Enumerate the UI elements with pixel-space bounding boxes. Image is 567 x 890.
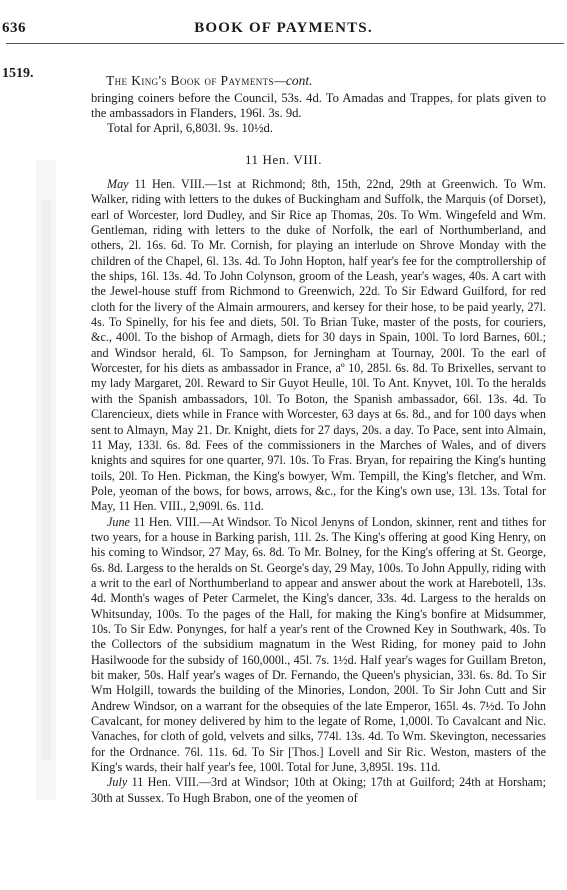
continued-text bbox=[91, 91, 546, 136]
watermark-stamp bbox=[22, 160, 70, 800]
header-rule bbox=[6, 43, 564, 44]
continued-title-suffix: —cont. bbox=[273, 73, 313, 88]
section-heading: 11 Hen. VIII. bbox=[244, 152, 323, 167]
continued-title bbox=[106, 73, 313, 89]
main-body bbox=[91, 177, 546, 806]
margin-year: 1519. bbox=[2, 66, 34, 81]
paragraph-text: 11 Hen. VIII.—At Windsor. To Nicol Jenyns of London, skinner, rent and tithes for two years, for a house in Barking parish, 11l. 2s. The King's offering at good King Henry, on his coming to Windsor, 27 May, 6s. 8d. To Mr. Bolney, for the King's offering at St. George, 6s. 8d. Largess to the heralds on St. George's day, 29 May, 100s. To John Appully, riding with a writ to the earl of Northumberland to appear and answer about the work at Harebotell, 13s. 4d. Month's wages of Peter Carmelet, the King's dancer, 33s. 4d. Largess to the heralds on Whitsunday, 100s. To the pages of the Hall, for making the King's bonfire at Midsummer, 10s. To Sir Edw. Ponynges, for half a year's rent of the Crowned Key in Southwark, 40s. To the Collectors of the subsidium magnatum in the West Riding, for money paid to John Hasilwoode for the subsidy of 160,000l., 45l. 7s. 1½d. Half year's wages for Guillam Breton, bit maker, 50s. Half year's wages of Dr. Fernando, the Queen's physician, 33l. 6s. 8d. To Sir Wm Holgill, towards the building of the Minories, London, 200l. To Sir John Cutt and Sir Andrew Windsor, on a warrant for the obsequies of the late Emperor, 165l. 4s. 7½d. To John Cavalcant, for money delivered by him to the legate of Rome, 1,000l. To Cavalcant and Nic. Vanaches, for cloth of gold, velvets and silks, 774l. 13s. 4d. To Wm. Skevington, necessaries for the Ordnance. 76l. 11s. 6d. To Sir [Thos.] Lovell and Sir Ric. Weston, masters of the King's wards, their half year's fee, 100l. Total for June, 3,895l. 19s. 11d. bbox=[91, 514, 546, 775]
april-total: Total for April, 6,803l. 9s. 10½d. bbox=[107, 121, 273, 135]
paragraph-july bbox=[91, 775, 546, 806]
paragraph-head: July bbox=[107, 775, 128, 790]
page-number: 636 bbox=[2, 20, 26, 36]
paragraph-may bbox=[91, 177, 546, 515]
paragraph-text: 11 Hen. VIII.—1st at Richmond; 8th, 15th, 22nd, 29th at Greenwich. To Wm. Walker, riding with letters to the dukes of Buckingham and Suffolk, the Marquis (of Dorset), earl of Worcester, lord Dudley, and Sir Rice ap Thomas, 20s. To Wm. Wingefeld and Wm. Gentleman, riding with letters to the duke of Norfolk, the earl of Northumberland, and others, 2l. 16s. 6d. To Mr. Cornish, for playing an interlude on Shrove Monday with the children of the Chapel, 6l. 13s. 4d. To John Hopton, half year's fee for the comptrollership of the ships, 16l. 13s. 4d. To John Colynson, groom of the Leash, year's wages, 40s. A cart with the Jewel-house stuff from Richmond to Greenwich, 22d. To Sir Edward Guilford, for red cloth for the livery of the Almain armourers, and kersey for their hose, to be paid yearly, 27l. 4s. To Spinelly, for his fee and diets, 50l. To Brian Tuke, master of the posts, for couriers, &c., 400l. To the bishop of Armagh, diets for 30 days in Spain, 100l. To lord Barnes, 60l.; and Windsor herald, 6l. To Sampson, for Jerningham at Tournay, 200l. To the earl of Worcester, for his diets as ambassador in France, aº 10, 285l. 6s. 8d. To Brixelles, servant to my lady Margaret, 20l. Reward to Sir Guyot Heulle, 10l. To Ant. Knyvet, 10l. To the heralds with the Spanish ambassadors, 10l. To Boton, the Spanish ambassador, 66l. 13s. 4d. To Clarencieux, diets while in France with Worcester, 63 days at 6s. 8d., and for 100 days when sent to Almayn, May 21. Dr. Knight, diets for 27 days, 20s. a day. To Pace, sent into Almain, 11 May, 133l. 6s. 8d. Fees of the commissioners in the Marches of Wales, and of divers knights and squires for one quarter, 97l. 10s. To Fras. Bryan, for repairing the King's hunting toils, 20l. To Hen. Pickman, the King's bowyer, Wm. Tempill, the King's fletcher, and Wm. Pole, yeoman of the bows, for bows, arrows, &c., for the King's own use, 13l. 13s. Total for May, 11 Hen. VIII., 2,909l. 6s. 11d. bbox=[91, 177, 546, 514]
paragraph-head: June bbox=[107, 514, 130, 529]
continued-line: bringing coiners before the Council, 53s. 4d. To Amadas and Trappes, for plats given to the ambassadors in Flanders, 196l. 3s. 9d. bbox=[91, 91, 546, 120]
paragraph-june bbox=[91, 515, 546, 776]
running-head: BOOK OF PAYMENTS. bbox=[194, 20, 373, 36]
continued-title-main: The King's Book of Payments bbox=[106, 73, 274, 88]
paragraph-head: May bbox=[107, 177, 129, 191]
page-header bbox=[0, 20, 567, 40]
paragraph-text: 11 Hen. VIII.—3rd at Windsor; 10th at Oking; 17th at Guilford; 24th at Horsham; 30th at Sussex. To Hugh Brabon, one of the yeomen of bbox=[91, 775, 546, 805]
